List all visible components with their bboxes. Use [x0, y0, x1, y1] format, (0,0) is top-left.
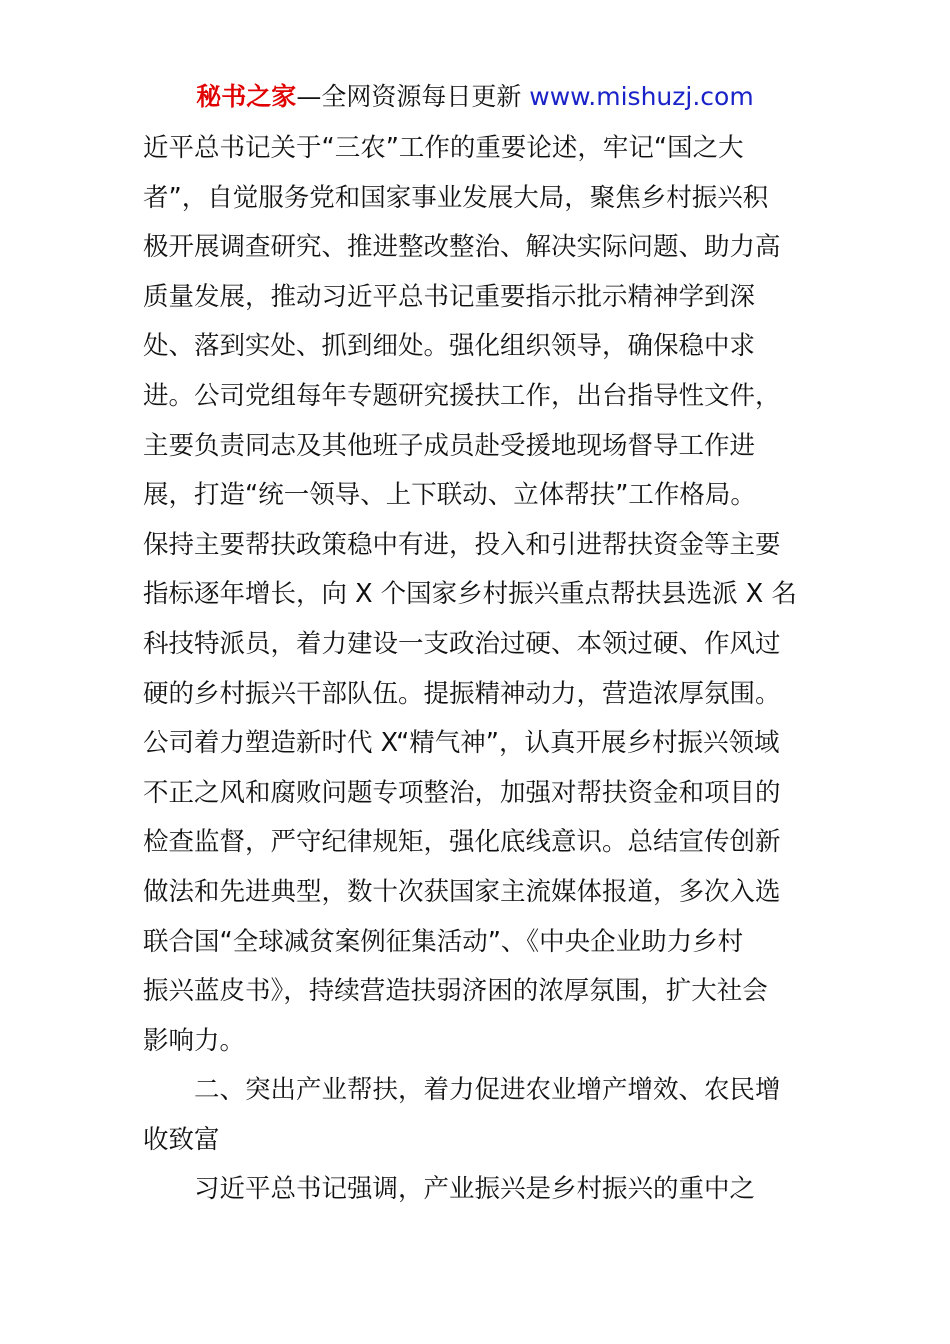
body-line: 做法和先进典型，数十次获国家主流媒体报道，多次入选 [143, 876, 781, 907]
body-line: 不正之风和腐败问题专项整治，加强对帮扶资金和项目的 [143, 777, 781, 808]
section-heading: 二、突出产业帮扶，着力促进农业增产增效、农民增 [194, 1075, 781, 1106]
body-line: 联合国“全球减贫案例征集活动”、《中央企业助力乡村 [143, 926, 744, 957]
page-header [0, 80, 950, 114]
site-url-link[interactable]: www.mishuzj.com [529, 82, 754, 111]
body-line: 近平总书记关于“三农”工作的重要论述，牢记“国之大 [143, 133, 744, 163]
body-line: 科技特派员，着力建设一支政治过硬、本领过硬、作风过 [143, 628, 781, 659]
body-line: 主要负责同志及其他班子成员赴受援地现场督导工作进 [143, 430, 756, 461]
body-line: 公司着力塑造新时代 X“精气神”，认真开展乡村振兴领域 [143, 728, 780, 759]
body-line: 指标逐年增长，向 X 个国家乡村振兴重点帮扶县选派 X 名 [143, 579, 797, 610]
body-line: 处、落到实处、抓到细处。强化组织领导，确保稳中求 [143, 331, 756, 362]
body-line: 影响力。 [143, 1025, 246, 1056]
paragraph-start: 习近平总书记强调，产业振兴是乡村振兴的重中之 [194, 1174, 756, 1205]
body-line: 进。公司党组每年专题研究援扶工作，出台指导性文件， [143, 380, 781, 411]
body-line: 极开展调查研究、推进整改整治、解决实际问题、助力高 [143, 232, 781, 263]
body-line: 保持主要帮扶政策稳中有进，投入和引进帮扶资金等主要 [143, 529, 781, 560]
body-line: 硬的乡村振兴干部队伍。提振精神动力，营造浓厚氛围。 [143, 678, 781, 709]
body-line: 质量发展，推动习近平总书记重要指示批示精神学到深 [143, 281, 756, 312]
header-slogan: —全网资源每日更新 [296, 82, 530, 111]
body-line: 振兴蓝皮书》，持续营造扶弱济困的浓厚氛围，扩大社会 [143, 976, 768, 1007]
body-line: 展，打造“统一领导、上下联动、立体帮扶”工作格局。 [143, 480, 756, 511]
document-body [143, 124, 808, 1215]
section-heading-continued: 收致富 [143, 1124, 220, 1155]
body-line: 者”，自觉服务党和国家事业发展大局，聚焦乡村振兴积 [143, 182, 769, 213]
brand-name: 秘书之家 [196, 82, 297, 111]
body-line: 检查监督，严守纪律规矩，强化底线意识。总结宣传创新 [143, 827, 781, 858]
